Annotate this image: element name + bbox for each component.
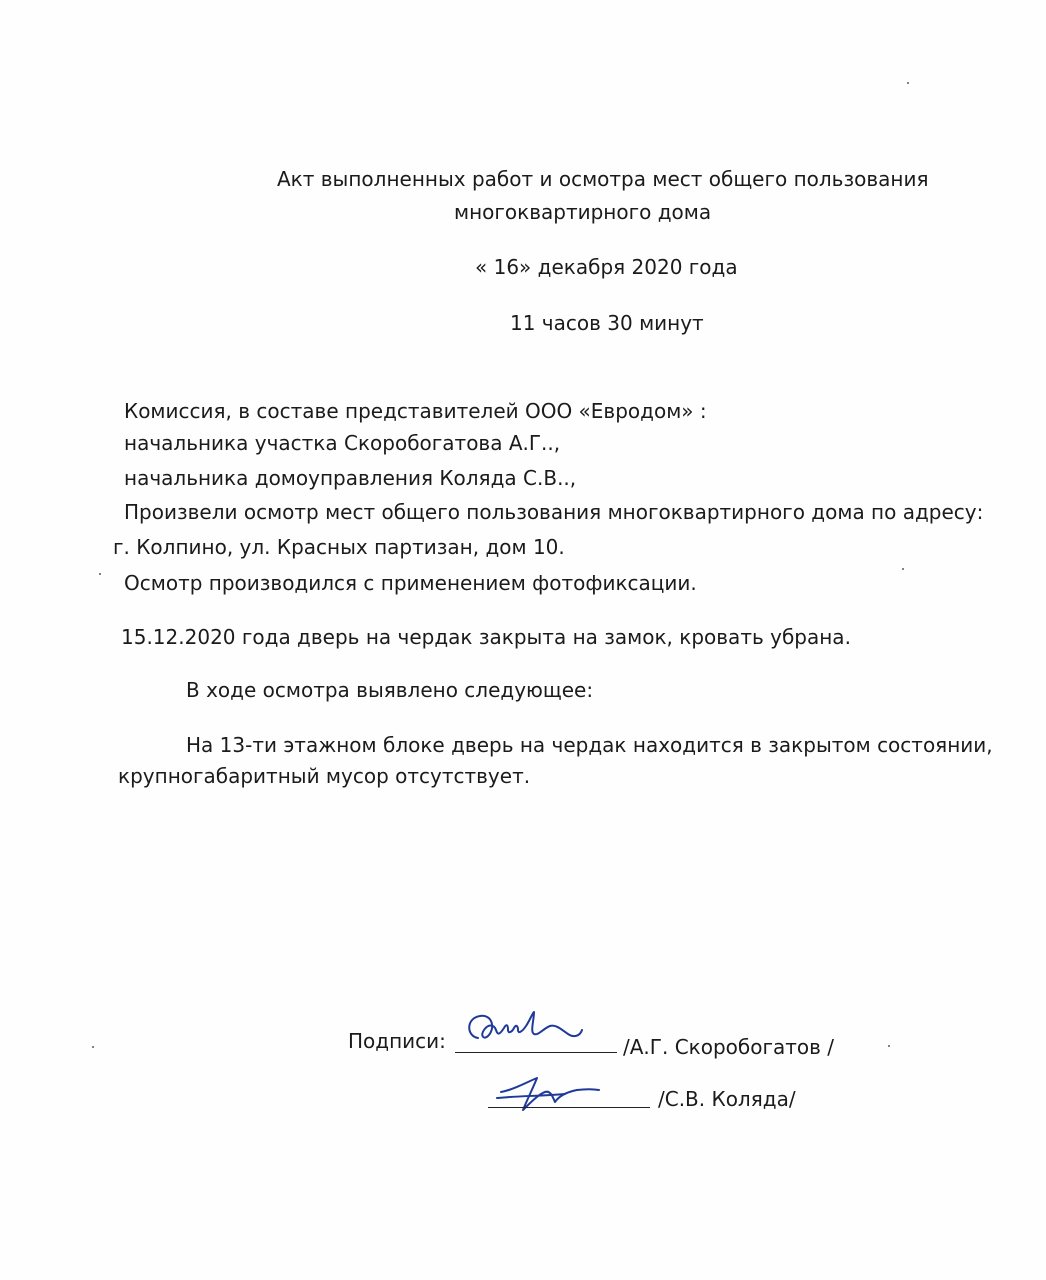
findings-intro: В ходе осмотра выявлено следующее: <box>186 678 594 702</box>
finding-line-2: крупногабаритный мусор отсутствует. <box>118 764 531 788</box>
previous-note-line: 15.12.2020 года дверь на чердак закрыта на замок, кровать убрана. <box>121 625 851 649</box>
signatures-label: Подписи: <box>348 1029 446 1053</box>
document-title-line2: многоквартирного дома <box>454 200 712 224</box>
signer-1-name: /А.Г. Скоробогатов / <box>623 1035 835 1059</box>
signature-skorobogatov-image <box>458 1006 588 1052</box>
signature-line-2 <box>488 1107 650 1108</box>
photo-fixation-line: Осмотр производился с применением фотофиксации. <box>124 571 697 595</box>
signature-line-1 <box>455 1052 617 1053</box>
commission-member-1: начальника участка Скоробогатова А.Г.., <box>124 431 561 455</box>
document-date: « 16» декабря 2020 года <box>475 255 738 279</box>
scan-speck <box>907 82 909 84</box>
scan-speck <box>902 568 904 570</box>
scan-speck <box>92 1046 94 1048</box>
signature-kolyada-image <box>493 1072 603 1122</box>
commission-line: Комиссия, в составе представителей ООО «Евродом» : <box>124 399 707 423</box>
address-line: г. Колпино, ул. Красных партизан, дом 10. <box>113 535 565 559</box>
document-title-line1: Акт выполненных работ и осмотра мест общего пользования <box>277 167 929 191</box>
document-time: 11 часов 30 минут <box>510 311 704 335</box>
finding-line-1: На 13-ти этажном блоке дверь на чердак находится в закрытом состоянии, <box>186 733 993 757</box>
commission-member-2: начальника домоуправления Коляда С.В.., <box>124 466 577 490</box>
scan-speck <box>99 573 101 575</box>
scan-speck <box>888 1045 890 1047</box>
signer-2-name: /С.В. Коляда/ <box>658 1087 796 1111</box>
inspection-line: Произвели осмотр мест общего пользования многоквартирного дома по адресу: <box>124 500 984 524</box>
